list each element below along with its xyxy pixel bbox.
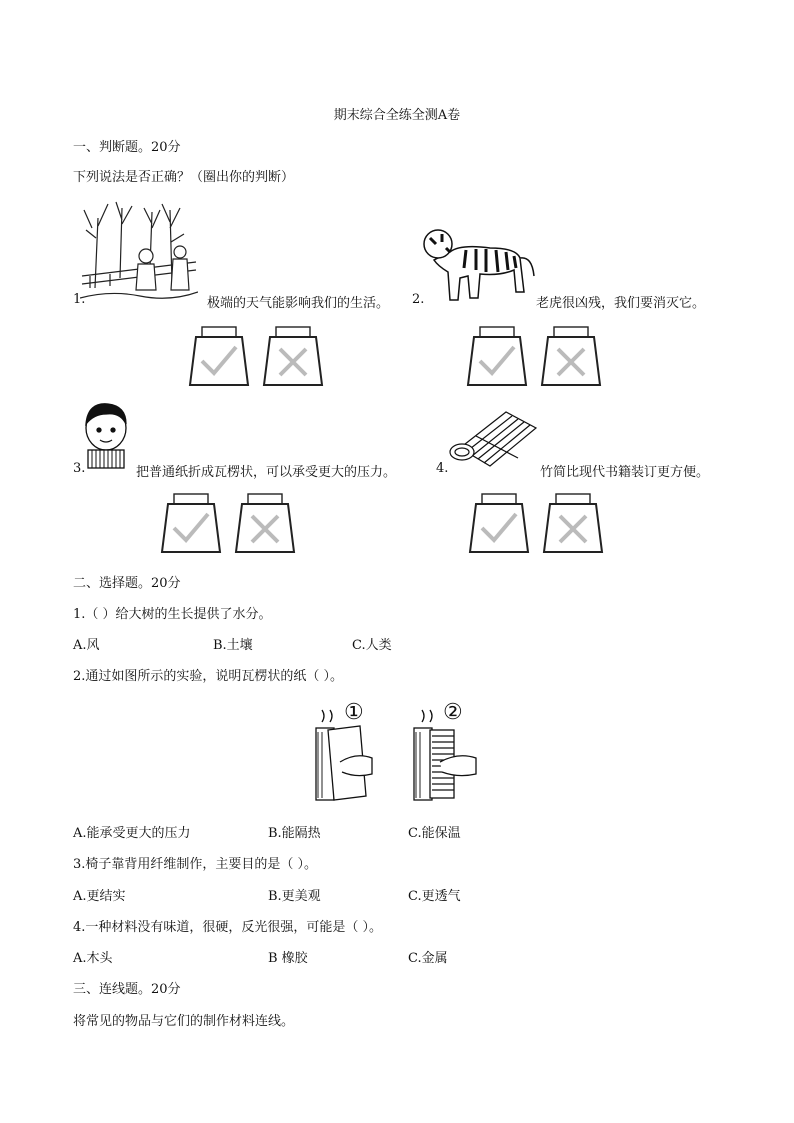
check-weight-icon[interactable]	[190, 327, 248, 385]
matching-instruction: 将常见的物品与它们的制作材料连线。	[73, 1014, 295, 1029]
judge-instruction: 下列说法是否正确？（圈出你的判断）	[73, 170, 295, 185]
check-weight-icon[interactable]	[470, 494, 528, 552]
choice-3-option-a[interactable]: A.更结实	[73, 889, 126, 904]
section-heading-judge: 一、判断题。20分	[73, 140, 181, 155]
judge-item-3-text: 把普通纸折成瓦楞状，可以承受更大的压力。	[136, 465, 397, 480]
judge-1-options	[188, 325, 330, 387]
choice-question-3: 3.椅子靠背用纤维制作，主要目的是（ ）。	[73, 857, 318, 872]
cross-weight-icon[interactable]	[236, 494, 294, 552]
judge-2-options	[466, 325, 608, 387]
judge-item-4-num: 4.	[436, 461, 449, 476]
judge-4-options	[468, 492, 610, 554]
winter-trees-kids-icon	[80, 198, 198, 302]
bamboo-scroll-icon	[446, 408, 538, 468]
judge-item-1-text: 极端的天气能影响我们的生活。	[207, 296, 390, 311]
page-title: 期末综合全练全测A卷	[333, 108, 461, 123]
judge-item-3-num: 3.	[73, 461, 86, 476]
choice-question-4: 4.一种材料没有味道，很硬，反光很强，可能是（ ）。	[73, 920, 383, 935]
choice-1-option-b[interactable]: B.土壤	[213, 638, 253, 653]
section-heading-choice: 二、选择题。20分	[73, 576, 181, 591]
figure-2-label: ②	[443, 700, 463, 725]
cross-weight-icon[interactable]	[542, 327, 600, 385]
tiger-icon	[420, 222, 536, 304]
choice-question-2: 2.通过如图所示的实验，说明瓦楞状的纸（ ）。	[73, 669, 344, 684]
choice-4-option-b[interactable]: B 橡胶	[268, 951, 308, 966]
choice-3-option-b[interactable]: B.更美观	[268, 889, 321, 904]
check-weight-icon[interactable]	[162, 494, 220, 552]
choice-2-option-c[interactable]: C.能保温	[408, 826, 461, 841]
choice-4-option-c[interactable]: C.金属	[408, 951, 448, 966]
choice-question-1: 1.（ ）给大树的生长提供了水分。	[73, 607, 272, 622]
section-heading-matching: 三、连线题。20分	[73, 982, 181, 997]
check-weight-icon[interactable]	[468, 327, 526, 385]
judge-item-2-num: 2.	[412, 292, 425, 307]
judge-3-options	[160, 492, 302, 554]
figure-1-label: ①	[344, 700, 364, 725]
judge-item-1-num: 1.	[73, 292, 86, 307]
judge-item-2-text: 老虎很凶残，我们要消灭它。	[536, 296, 706, 311]
choice-2-option-a[interactable]: A.能承受更大的压力	[73, 826, 191, 841]
cross-weight-icon[interactable]	[544, 494, 602, 552]
choice-2-option-b[interactable]: B.能隔热	[268, 826, 321, 841]
boy-holding-paper-icon	[80, 402, 132, 472]
choice-3-option-c[interactable]: C.更透气	[408, 889, 461, 904]
choice-1-option-a[interactable]: A.风	[73, 638, 100, 653]
choice-1-option-c[interactable]: C.人类	[352, 638, 392, 653]
cross-weight-icon[interactable]	[264, 327, 322, 385]
choice-4-option-a[interactable]: A.木头	[73, 951, 113, 966]
judge-item-4-text: 竹简比现代书籍装订更方便。	[540, 465, 710, 480]
